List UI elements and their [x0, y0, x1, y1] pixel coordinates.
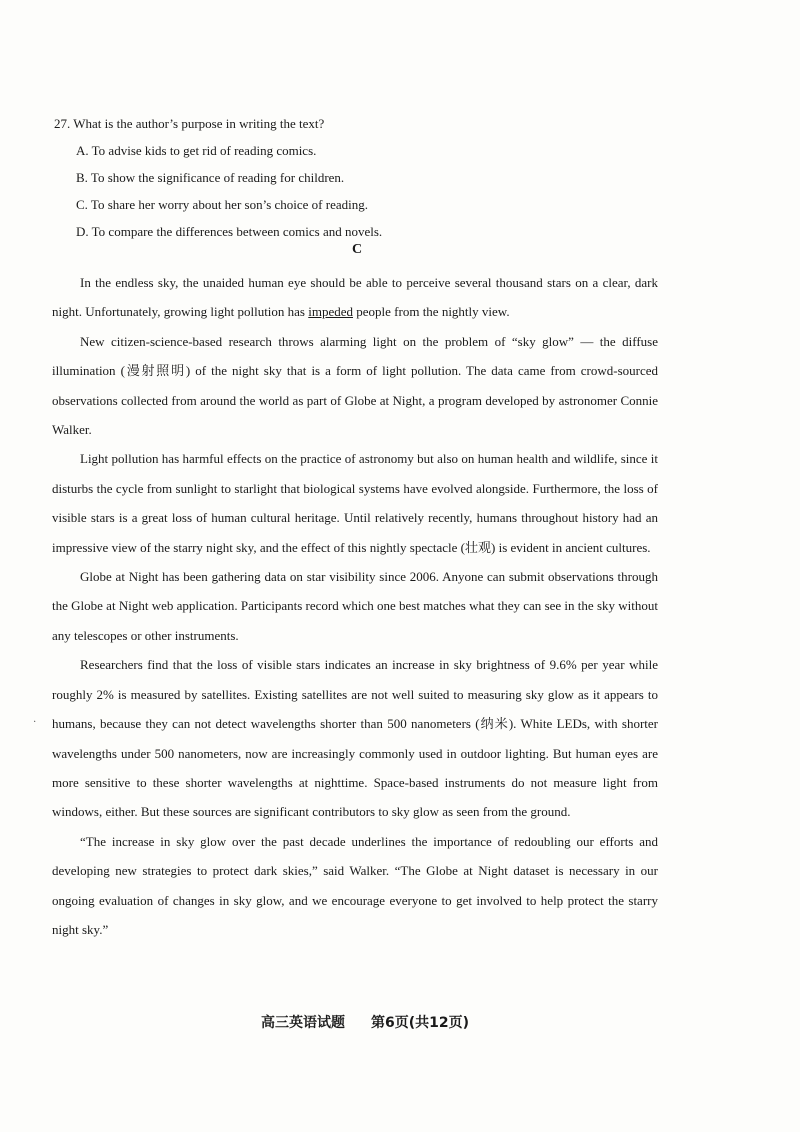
- option-b: B. To show the significance of reading for children.: [76, 170, 345, 185]
- question-stem: 27. What is the author’s purpose in writing the text?: [54, 116, 325, 131]
- paragraph-4: Globe at Night has been gathering data on star visibility since 2006. Anyone can submit observations through the Globe at Night web application. Participants record which one best matches what they can see in the sky without any telescopes or other instruments.: [52, 569, 658, 643]
- margin-mark: ․: [33, 714, 37, 725]
- paragraph-3: Light pollution has harmful effects on the practice of astronomy but also on human health and wildlife, since it disturbs the cycle from sunlight to starlight that biological systems have evolved alongside. Furthermore, the loss of visible stars is a great loss of human cultural heritage. Until relatively recently, humans throughout history had an impressive view of the starry night sky, and the effect of this nightly spectacle (壮观) is evident in ancient cultures.: [52, 451, 658, 555]
- paragraph-2: New citizen-science-based research throws alarming light on the problem of “sky glow” — the diffuse illumination (漫射照明) of the night sky that is a form of light pollution. The data came from crowd-sourced observations collected from around the world as part of Globe at Night, a program developed by astronomer Connie Walker.: [52, 333, 658, 438]
- option-a: A. To advise kids to get rid of reading comics.: [76, 143, 317, 158]
- paragraph-1-text-b: people from the nightly view.: [353, 304, 510, 320]
- exam-title: 高三英语试题: [260, 1015, 345, 1031]
- reading-passage: [52, 268, 658, 944]
- question-27: [54, 110, 674, 245]
- option-d: D. To compare the differences between comics and novels.: [76, 224, 383, 239]
- underlined-word: impeded: [308, 304, 354, 320]
- page-footer: [0, 1012, 730, 1032]
- paragraph-1-text-a: In the endless sky, the unaided human eye should be able to perceive several thousand stars on a clear, dark night. Unfortunately, growing light pollution has: [52, 275, 658, 320]
- paragraph-6: “The increase in sky glow over the past decade underlines the importance of redoubling our efforts and developing new strategies to protect dark skies,” said Walker. “The Globe at Night dataset is necessary in our ongoing evaluation of changes in sky glow, and we encourage everyone to get involved to help protect the starry night sky.”: [52, 833, 658, 937]
- paragraph-1: [52, 268, 658, 327]
- paragraph-5: Researchers find that the loss of visible stars indicates an increase in sky brightness of 9.6% per year while roughly 2% is measured by satellites. Existing satellites are not well suited to measuring sky glow as it appears to humans, because they can not detect wavelengths shorter than 500 nanometers (纳米). White LEDs, with shorter wavelengths under 500 nanometers, now are increasingly commonly used in outdoor lighting. But human eyes are more sensitive to these shorter wavelengths at nighttime. Space-based instruments do not measure light from windows, either. But these sources are significant contributors to sky glow as seen from the ground.: [52, 657, 658, 820]
- section-heading: C: [351, 242, 363, 257]
- option-c: C. To share her worry about her son’s choice of reading.: [76, 197, 368, 212]
- page-number: 第6页(共12页): [370, 1015, 470, 1031]
